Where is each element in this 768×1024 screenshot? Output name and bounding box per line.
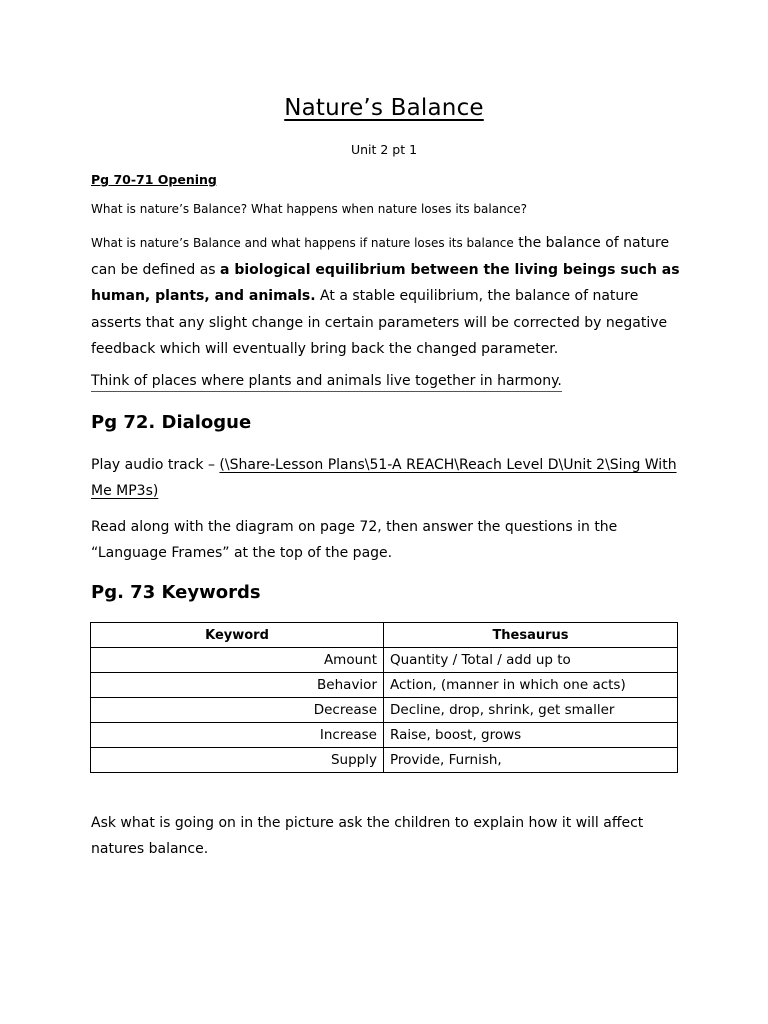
table-row [91,673,678,698]
page-title: Nature’s Balance [284,95,484,121]
page-subtitle: Unit 2 pt 1 [350,142,418,157]
thesaurus-cell: Quantity / Total / add up to [384,648,678,673]
thesaurus-cell: Action, (manner in which one acts) [384,673,678,698]
audio-path-link[interactable]: (\Share-Lesson Plans\51-A REACH\Reach Level D\Unit 2\Sing With Me MP3s) [91,457,677,499]
balance-paragraph [91,230,691,363]
opening-question: What is nature’s Balance? What happens when nature loses its balance? [91,202,528,216]
play-audio-prefix: Play audio track – [91,457,220,473]
table-header-row [91,623,678,648]
table-row [91,648,678,673]
table-row [91,723,678,748]
keywords-heading: Pg. 73 Keywords [91,582,261,603]
opening-heading: Pg 70-71 Opening [91,172,217,187]
keyword-cell: Behavior [91,673,384,698]
keyword-cell: Amount [91,648,384,673]
paragraph-text-2: At a stable equilibrium, the balance of nature asserts that any slight change in certain parameters will be corrected by negative feedback which will eventually bring back the changed parameter. [91,288,668,357]
column-header-thesaurus: Thesaurus [384,623,678,648]
keywords-table [90,622,678,773]
thesaurus-cell: Decline, drop, shrink, get smaller [384,698,678,723]
play-audio-instruction [91,452,691,504]
thesaurus-cell: Raise, boost, grows [384,723,678,748]
paragraph-text-1: the balance of nature can be defined as [91,235,670,278]
keyword-cell: Decrease [91,698,384,723]
ask-instruction: Ask what is going on in the picture ask the children to explain how it will affect natures balance. [91,815,644,857]
paragraph-lead: What is nature’s Balance and what happens if nature loses its balance [91,236,514,250]
keyword-cell: Supply [91,748,384,773]
think-line: Think of places where plants and animals live together in harmony. [91,373,562,392]
read-along-instruction: Read along with the diagram on page 72, then answer the questions in the “Language Frames” at the top of the page. [91,519,618,561]
paragraph-bold: a biological equilibrium between the living beings such as human, plants, and animals. [91,261,680,304]
dialogue-heading: Pg 72. Dialogue [91,412,252,433]
table-row [91,748,678,773]
column-header-keyword: Keyword [91,623,384,648]
thesaurus-cell: Provide, Furnish, [384,748,678,773]
table-row [91,698,678,723]
keyword-cell: Increase [91,723,384,748]
